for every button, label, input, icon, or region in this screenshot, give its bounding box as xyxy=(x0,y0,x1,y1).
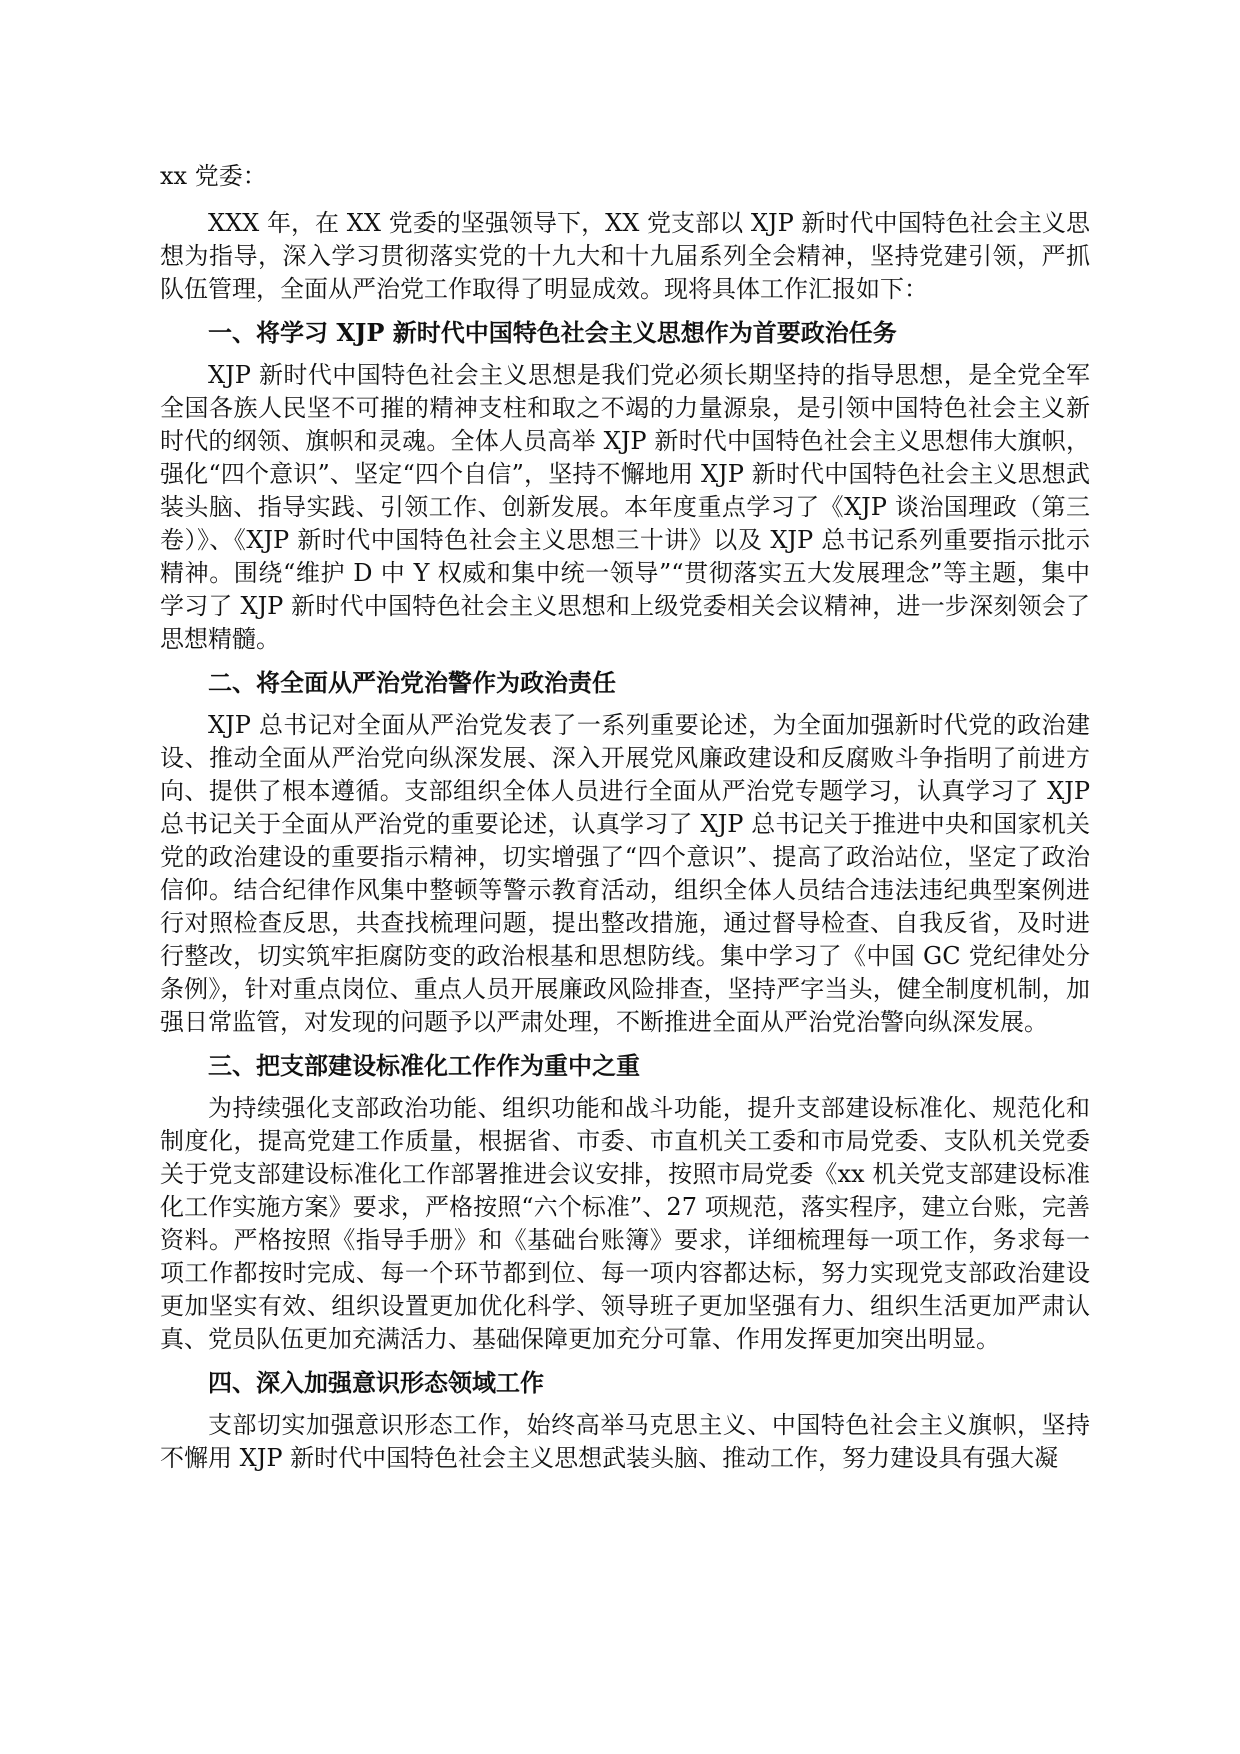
section-heading-2: 二、将全面从严治党治警作为政治责任 xyxy=(208,668,616,697)
document-page xyxy=(160,160,1090,1610)
section-heading-1: 一、将学习 XJP 新时代中国特色社会主义思想作为首要政治任务 xyxy=(208,318,897,347)
section-heading-3: 三、把支部建设标准化工作作为重中之重 xyxy=(208,1051,640,1080)
section-body-2: XJP 总书记对全面从严治党发表了一系列重要论述，为全面加强新时代党的政治建设、推动全面从严治党向纵深发展、深入开展党风廉政建设和反腐败斗争指明了前进方向、提供了根本遵循。支部组织全体人员进行全面从严治党专题学习，认真学习了 XJP 总书记关于全面从严治党的重要论述，认真学习了 XJP 总书记关于推进中央和国家机关党的政治建设的重要指示精神，切实增强了“四个意识”、提高了政治站位，坚定了政治信仰。结合纪律作风集中整顿等警示教育活动，组织全体人员结合违法违纪典型案例进行对照检查反思，共查找梳理问题，提出整改措施，通过督导检查、自我反省，及时进行整改，切实筑牢拒腐防变的政治根基和思想防线。集中学习了《中国 GC 党纪律处分条例》，针对重点岗位、重点人员开展廉政风险排查，坚持严字当头，健全制度机制，加强日常监管，对发现的问题予以严肃处理，不断推进全面从严治党治警向纵深发展。 xyxy=(160,711,1090,1036)
section-body-4: 支部切实加强意识形态工作，始终高举马克思主义、中国特色社会主义旗帜，坚持不懈用 XJP 新时代中国特色社会主义思想武装头脑、推动工作，努力建设具有强大凝 xyxy=(160,1411,1090,1472)
section-heading-4: 四、深入加强意识形态领域工作 xyxy=(208,1368,544,1397)
section-body-1: XJP 新时代中国特色社会主义思想是我们党必须长期坚持的指导思想，是全党全军全国各族人民坚不可摧的精神支柱和取之不竭的力量源泉，是引领中国特色社会主义新时代的纲领、旗帜和灵魂。全体人员高举 XJP 新时代中国特色社会主义思想伟大旗帜，强化“四个意识”、坚定“四个自信”，坚持不懈地用 XJP 新时代中国特色社会主义思想武装头脑、指导实践、引领工作、创新发展。本年度重点学习了《XJP 谈治国理政（第三卷）》、《XJP 新时代中国特色社会主义思想三十讲》以及 XJP 总书记系列重要指示批示精神。围绕“维护 D 中 Y 权威和集中统一领导”“贯彻落实五大发展理念”等主题，集中学习了 XJP 新时代中国特色社会主义思想和上级党委相关会议精神，进一步深刻领会了思想精髓。 xyxy=(160,361,1090,653)
intro-paragraph: XXX 年，在 XX 党委的坚强领导下，XX 党支部以 XJP 新时代中国特色社会主义思想为指导，深入学习贯彻落实党的十九大和十九届系列全会精神，坚持党建引领，严抓队伍管理，全面从严治党工作取得了明显成效。现将具体工作汇报如下： xyxy=(160,209,1090,303)
section-body-3: 为持续强化支部政治功能、组织功能和战斗功能，提升支部建设标准化、规范化和制度化，提高党建工作质量，根据省、市委、市直机关工委和市局党委、支队机关党委关于党支部建设标准化工作部署推进会议安排，按照市局党委《xx 机关党支部建设标准化工作实施方案》要求，严格按照“六个标准”、27 项规范，落实程序，建立台账，完善资料。严格按照《指导手册》和《基础台账簿》要求，详细梳理每一项工作，务求每一项工作都按时完成、每一个环节都到位、每一项内容都达标，努力实现党支部政治建设更加坚实有效、组织设置更加优化科学、领导班子更加坚强有力、组织生活更加严肃认真、党员队伍更加充满活力、基础保障更加充分可靠、作用发挥更加突出明显。 xyxy=(160,1094,1090,1353)
salutation: xx 党委： xyxy=(160,162,267,190)
